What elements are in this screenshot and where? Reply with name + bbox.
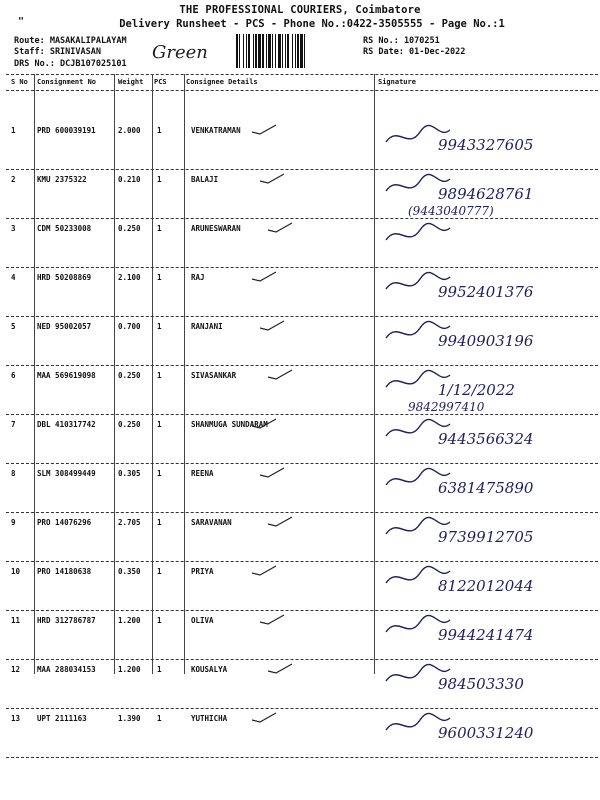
barcode-bar (304, 34, 305, 68)
barcode-bar (295, 34, 296, 68)
barcode-bar (272, 34, 273, 68)
row-sno: 9 (11, 518, 16, 527)
check-mark-icon (258, 171, 288, 185)
row-weight: 1.390 (118, 714, 141, 723)
row-consignee-name: RAJ (191, 273, 205, 282)
row-pcs: 1 (157, 175, 162, 184)
row-pcs: 1 (157, 469, 162, 478)
row-consignment-no: UPT 2111163 (37, 714, 87, 723)
row-weight: 1.200 (118, 665, 141, 674)
barcode-bar (278, 34, 281, 68)
table-row (0, 267, 600, 318)
signature-phone: 984503330 (438, 675, 524, 693)
col-pcs: PCS (154, 78, 167, 86)
table-row (0, 120, 600, 171)
row-weight: 2.100 (118, 273, 141, 282)
rs-date: RS Date: 01-Dec-2022 (363, 47, 466, 57)
check-mark-icon (250, 122, 280, 136)
table-row (0, 610, 600, 661)
staff-label: Staff: SRINIVASAN (14, 47, 101, 57)
row-weight: 2.705 (118, 518, 141, 527)
barcode-bar (262, 34, 264, 68)
barcode-bar (297, 34, 299, 68)
row-consignee-name: RANJANI (191, 322, 223, 331)
check-mark-icon (266, 220, 296, 234)
row-pcs: 1 (157, 714, 162, 723)
row-consignment-no: CDM 50233008 (37, 224, 92, 233)
table-row (0, 169, 600, 220)
barcode-bar (287, 34, 289, 68)
signature-area (378, 169, 598, 220)
signature-area (378, 267, 598, 318)
check-mark-icon (250, 269, 280, 283)
row-sno: 6 (11, 371, 16, 380)
row-consignment-no: DBL 410317742 (37, 420, 96, 429)
table-row (0, 414, 600, 465)
row-consignee-name: SIVASANKAR (191, 371, 237, 380)
row-consignee-name: BALAJI (191, 175, 219, 184)
check-mark-icon (258, 465, 288, 479)
row-sno: 3 (11, 224, 16, 233)
row-weight: 0.250 (118, 420, 141, 429)
signature-area (378, 463, 598, 514)
barcode-bar (248, 34, 250, 68)
barcode-bar (266, 34, 267, 68)
signature-phone: 9894628761 (438, 185, 534, 203)
signature-phone: 9943327605 (438, 136, 534, 154)
row-pcs: 1 (157, 518, 162, 527)
barcode-bar (292, 34, 293, 68)
row-sno: 5 (11, 322, 16, 331)
row-sno: 11 (11, 616, 21, 625)
row-sno: 8 (11, 469, 16, 478)
barcode-bar (285, 34, 286, 68)
row-consignee-name: YUTHICHA (191, 714, 228, 723)
table-row (0, 512, 600, 563)
page-marker: " (18, 16, 25, 27)
barcode-bar (243, 34, 244, 68)
row-consignee-name: OLIVA (191, 616, 214, 625)
row-pcs: 1 (157, 126, 162, 135)
row-consignment-no: MAA 288034153 (37, 665, 96, 674)
signature-phone: 9940903196 (438, 332, 534, 350)
signature-area (378, 610, 598, 661)
signature-phone-2: (9443040777) (408, 204, 494, 218)
signature-area (378, 659, 598, 710)
row-weight: 2.000 (118, 126, 141, 135)
row-weight: 0.350 (118, 567, 141, 576)
row-sno: 4 (11, 273, 16, 282)
barcode-bar (239, 34, 240, 68)
title-line-1: THE PROFESSIONAL COURIERS, Coimbatore (179, 4, 421, 16)
row-consignee-name: SARAVANAN (191, 518, 232, 527)
barcode-bar (258, 34, 261, 68)
row-consignment-no: KMU 2375322 (37, 175, 87, 184)
row-consignee-name: PRIYA (191, 567, 214, 576)
row-sno: 2 (11, 175, 16, 184)
row-consignment-no: HRD 50208869 (37, 273, 92, 282)
row-sno: 10 (11, 567, 21, 576)
signature-phone: 9944241474 (438, 626, 534, 644)
check-mark-icon (266, 514, 296, 528)
check-mark-icon (266, 367, 296, 381)
title-line-2: Delivery Runsheet - PCS - Phone No.:0422-3505555 - Page No.:1 (119, 18, 505, 30)
barcode (236, 34, 356, 68)
row-pcs: 1 (157, 420, 162, 429)
row-pcs: 1 (157, 273, 162, 282)
check-mark-icon (266, 661, 296, 675)
signature-phone: 1/12/2022 (438, 381, 515, 399)
col-weight: Weight (118, 78, 144, 86)
row-pcs: 1 (157, 224, 162, 233)
check-mark-icon (258, 612, 288, 626)
signature-phone: 9952401376 (438, 283, 534, 301)
barcode-bar (268, 34, 271, 68)
signature-phone-2: 9842997410 (408, 400, 485, 414)
row-pcs: 1 (157, 665, 162, 674)
row-consignee-name: ARUNESWARAN (191, 224, 241, 233)
table-row (0, 316, 600, 367)
handwritten-note (150, 38, 240, 68)
table-header (0, 74, 600, 90)
row-consignee-name: VENKATRAMAN (191, 126, 241, 135)
table-row (0, 463, 600, 514)
signature-area (378, 708, 598, 759)
row-weight: 0.250 (118, 224, 141, 233)
signature-phone: 6381475890 (438, 479, 534, 497)
barcode-bar (275, 34, 276, 68)
row-weight: 0.305 (118, 469, 141, 478)
row-sno: 12 (11, 665, 21, 674)
row-weight: 0.210 (118, 175, 141, 184)
check-mark-icon (258, 318, 288, 332)
barcode-bar (255, 34, 257, 68)
table-row (0, 365, 600, 416)
row-consignee-name: REENA (191, 469, 214, 478)
signature-phone: 9600331240 (438, 724, 534, 742)
row-consignment-no: PRO 14180638 (37, 567, 92, 576)
row-pcs: 1 (157, 616, 162, 625)
col-sno: S No (11, 78, 28, 86)
row-pcs: 1 (157, 322, 162, 331)
table-row (0, 561, 600, 612)
row-consignment-no: HRD 312786787 (37, 616, 96, 625)
signature-area (378, 316, 598, 367)
row-pcs: 1 (157, 567, 162, 576)
drs-number: DRS No.: DCJB107025101 (14, 59, 127, 69)
signature-area (378, 512, 598, 563)
signature-area (378, 561, 598, 612)
row-sno: 13 (11, 714, 21, 723)
row-consignment-no: PRD 600039191 (37, 126, 96, 135)
header-top-divider (6, 74, 598, 75)
table-row (0, 708, 600, 759)
check-mark-icon (250, 563, 280, 577)
col-signature: Signature (378, 78, 416, 86)
row-weight: 1.200 (118, 616, 141, 625)
row-consignee-name: SHANMUGA SUNDARAM (191, 420, 268, 429)
row-divider (6, 757, 598, 758)
table-row (0, 218, 600, 269)
rs-number: RS No.: 1070251 (363, 36, 440, 46)
row-consignment-no: NED 95002057 (37, 322, 92, 331)
col-consignment: Consignment No (37, 78, 97, 86)
row-weight: 0.250 (118, 371, 141, 380)
signature-phone: 8122012044 (438, 577, 534, 595)
route-label: Route: MASAKALIPALAYAM (14, 36, 127, 46)
barcode-bar (253, 34, 254, 68)
signature-area (378, 414, 598, 465)
header-bottom-divider (6, 90, 598, 91)
check-mark-icon (250, 710, 280, 724)
signature-phone: 9739912705 (438, 528, 534, 546)
signature-area (378, 365, 598, 416)
row-consignee-name: KOUSALYA (191, 665, 228, 674)
barcode-bar (246, 34, 247, 68)
signature-phone: 9443566324 (438, 430, 534, 448)
row-consignment-no: SLM 308499449 (37, 469, 96, 478)
table-row (0, 659, 600, 710)
barcode-bar (282, 34, 283, 68)
row-pcs: 1 (157, 371, 162, 380)
handwritten-note-text: Green (152, 42, 208, 63)
row-weight: 0.700 (118, 322, 141, 331)
row-sno: 1 (11, 126, 16, 135)
signature-area (378, 120, 598, 171)
col-consignee: Consignee Details (186, 78, 258, 86)
signature-area (378, 218, 598, 269)
barcode-bar (236, 34, 238, 68)
row-consignment-no: MAA 569619098 (37, 371, 96, 380)
row-sno: 7 (11, 420, 16, 429)
barcode-bar (300, 34, 303, 68)
check-mark-icon (250, 416, 280, 430)
row-consignment-no: PRO 14076296 (37, 518, 92, 527)
